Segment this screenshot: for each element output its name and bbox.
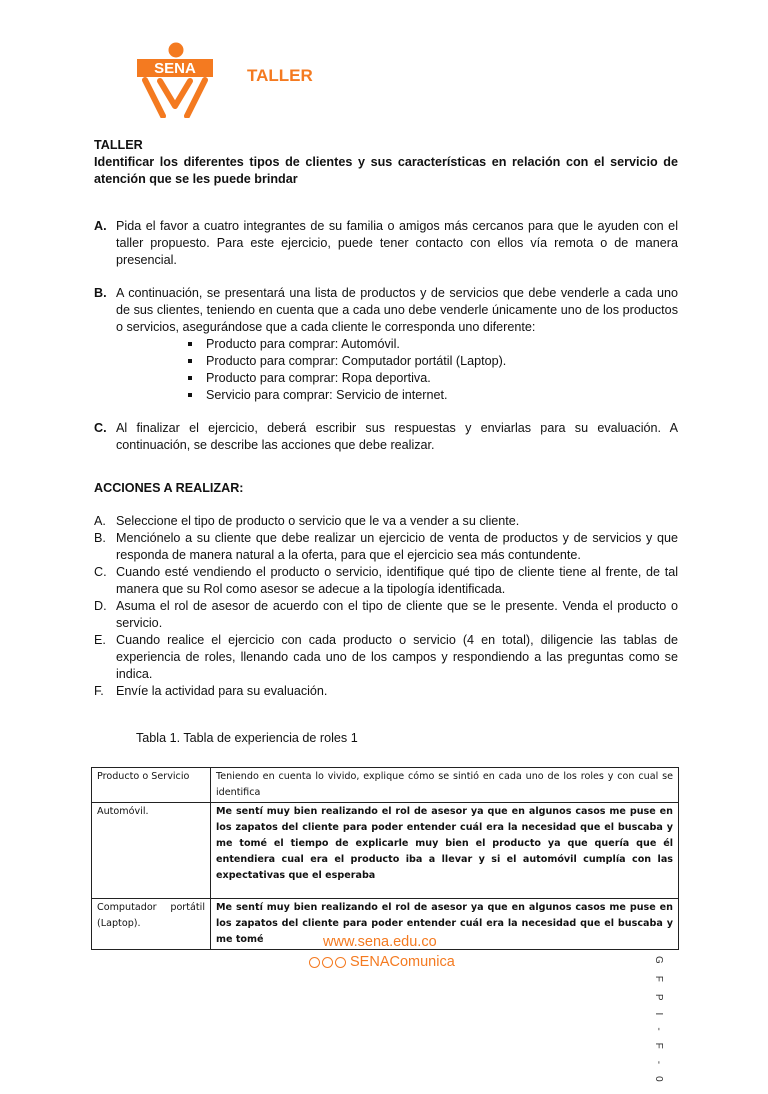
list-item [116,387,678,404]
twitter-icon[interactable] [309,957,320,968]
bullet-icon [188,393,192,397]
table-header-row [92,768,679,803]
table-cell: Me sentí muy bien realizando el rol de asesor ya que en algunos casos me puse en los zapatos del cliente para poder entender cuál era la necesidad que el buscaba y me tomé [211,899,679,950]
list-item-text: Producto para comprar: Computador portátil (Laptop). [206,354,507,368]
doc-subtitle: Identificar los diferentes tipos de clientes y sus características en relación con el servicio de atención que se les puede brindar [94,155,678,186]
instruction-list [94,218,678,454]
actions-title: ACCIONES A REALIZAR: [94,481,244,495]
table-cell: Computador portátil (Laptop). [92,899,211,950]
table-cell: Me sentí muy bien realizando el rol de asesor ya que en algunos casos me puse en los zapatos del cliente para poder entender cuál era la necesidad que el buscaba y me tomé el tiempo de explicarle muy bien el producto ya que quería que él entendiera cual era el producto iba a llevar y si el automóvil cumplía con las expectativas que el esperaba [211,803,679,899]
action-item [94,683,678,700]
item-text: A continuación, se presentará una lista de productos y de servicios que debe venderle a cada uno de sus clientes, teniendo en cuenta que a cada uno debe venderle únicamente uno de los productos o servicios, asegurándose que a cada cliente le corresponda uno diferente: [116,286,678,334]
instagram-icon[interactable] [322,957,333,968]
action-text: Menciónelo a su cliente que debe realizar un ejercicio de venta de productos y de servicios y que responda de manera natural a la oferta, para que el ejercicio sea más contundente. [116,531,678,562]
action-letter: F. [94,684,104,698]
action-item [94,598,678,632]
table-caption: Tabla 1. Tabla de experiencia de roles 1 [136,731,358,745]
item-letter: A. [94,219,107,233]
page-header [135,40,695,120]
header-title: TALLER [247,66,313,85]
social-handle: SENAComunica [350,954,455,970]
footer-url[interactable]: www.sena.edu.co [323,934,437,950]
roles-table [91,767,679,950]
action-text: Asuma el rol de asesor de acuerdo con el tipo de cliente que se le presente. Venda el producto o servicio. [116,599,678,630]
actions-list [94,513,678,700]
product-list [116,336,678,404]
instruction-item [94,285,678,404]
table-row [92,803,679,899]
bullet-icon [188,342,192,346]
doc-title: TALLER [94,138,143,152]
bullet-icon [188,376,192,380]
sena-logo [135,40,215,118]
instruction-item [94,420,678,454]
action-letter: A. [94,514,106,528]
action-letter: D. [94,599,107,613]
list-item [116,353,678,370]
action-text: Cuando esté vendiendo el producto o servicio, identifique qué tipo de cliente tiene al frente, de tal manera que su Rol como asesor se adecue a la tipología identificada. [116,565,678,596]
action-item [94,530,678,564]
svg-text:SENA: SENA [154,60,196,77]
item-letter: C. [94,421,107,435]
action-text: Envíe la actividad para su evaluación. [116,684,328,698]
document-body [94,137,678,751]
list-item-text: Producto para comprar: Automóvil. [206,337,400,351]
action-item [94,632,678,683]
list-item-text: Servicio para comprar: Servicio de internet. [206,388,448,402]
item-text: Al finalizar el ejercicio, deberá escribir sus respuestas y enviarlas para su evaluación. A continuación, se describe las acciones que debe realizar. [116,421,678,452]
item-text: Pida el favor a cuatro integrantes de su familia o amigos más cercanos para que le ayuden con el taller propuesto. Para este ejercicio, puede tener contacto con ellos vía remota o de manera presencial. [116,219,678,267]
action-item [94,564,678,598]
document-code: GFPI-F-0 [653,956,664,1094]
action-item [94,513,678,530]
action-text: Cuando realice el ejercicio con cada producto o servicio (4 en total), diligencie las tablas de experiencia de roles, llenando cada uno de los campos y respondiendo a las preguntas como se indica. [116,633,678,681]
table-header-cell: Teniendo en cuenta lo vivido, explique cómo se sintió en cada uno de los roles y con cual se identifica [211,768,679,803]
action-letter: C. [94,565,107,579]
item-letter: B. [94,286,107,300]
action-letter: B. [94,531,106,545]
table-header-cell: Producto o Servicio [92,768,211,803]
bullet-icon [188,359,192,363]
table-cell: Automóvil. [92,803,211,899]
action-letter: E. [94,633,106,647]
list-item [116,370,678,387]
footer-social [309,954,455,970]
list-item [116,336,678,353]
instruction-item [94,218,678,269]
action-text: Seleccione el tipo de producto o servicio que le va a vender a su cliente. [116,514,520,528]
facebook-icon[interactable] [335,957,346,968]
list-item-text: Producto para comprar: Ropa deportiva. [206,371,431,385]
